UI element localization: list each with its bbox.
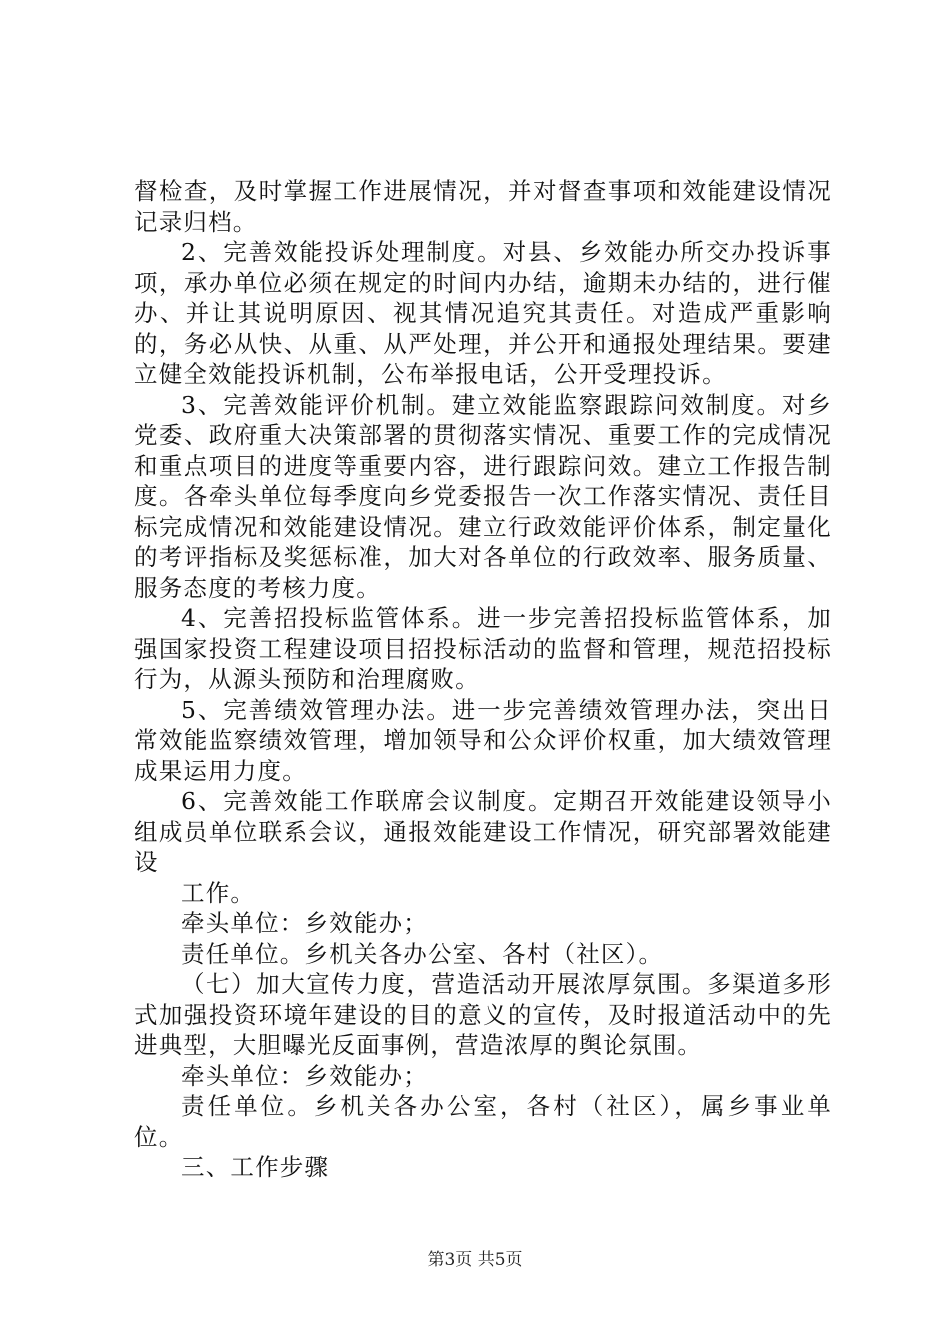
paragraph-4: 4、完善招投标监管体系。进一步完善招投标监管体系，加强国家投资工程建设项目招投标活动的监督和管理，规范招投标行为，从源头预防和治理腐败。 xyxy=(134,604,832,693)
paragraph-5: 5、完善绩效管理办法。进一步完善绩效管理办法，突出日常效能监察绩效管理，增加领导和公众评价权重，加大绩效管理成果运用力度。 xyxy=(134,695,832,785)
page-number-footer: 第3页 共5页 xyxy=(427,1250,523,1270)
paragraph-8: 牵头单位：乡效能办； xyxy=(181,909,428,937)
paragraph-11: 牵头单位：乡效能办； xyxy=(181,1061,428,1090)
paragraph-7: 工作。 xyxy=(181,878,256,907)
paragraph-9: 责任单位。乡机关各办公室、各村（社区）。 xyxy=(181,939,664,968)
paragraph-3: 3、完善效能评价机制。建立效能监察跟踪问效制度。对乡党委、政府重大决策部署的贯彻落实情况、重要工作的完成情况和重点项目的进度等重要内容，进行跟踪问效。建立工作报告制度。各牵头单位每季度向乡党委报告一次工作落实情况、责任目标完成情况和效能建设情况。建立行政效能评价体系，制定量化的考评指标及奖惩标准，加大对各单位的行政效率、服务质量、服务态度的考核力度。 xyxy=(134,390,832,602)
paragraph-13: 三、工作步骤 xyxy=(181,1153,330,1181)
paragraph-6: 6、完善效能工作联席会议制度。定期召开效能建设领导小组成员单位联系会议，通报效能建设工作情况，研究部署效能建设 xyxy=(134,787,832,876)
paragraph-10: （七）加大宣传力度，营造活动开展浓厚氛围。多渠道多形式加强投资环境年建设的目的意义的宣传，及时报道活动中的先进典型，大胆曝光反面事例，营造浓厚的舆论氛围。 xyxy=(134,970,832,1059)
paragraph-1: 督检查，及时掌握工作进展情况，并对督查事项和效能建设情况记录归档。 xyxy=(134,177,832,236)
paragraph-12: 责任单位。乡机关各办公室，各村（社区），属乡事业单位。 xyxy=(134,1092,832,1151)
paragraph-2: 2、完善效能投诉处理制度。对县、乡效能办所交办投诉事项，承办单位必须在规定的时间内办结，逾期未办结的，进行催办、并让其说明原因、视其情况追究其责任。对造成严重影响的，务必从快、从重、从严处理，并公开和通报处理结果。要建立健全效能投诉机制，公布举报电话，公开受理投诉。 xyxy=(134,238,832,388)
document-body xyxy=(134,176,832,1183)
